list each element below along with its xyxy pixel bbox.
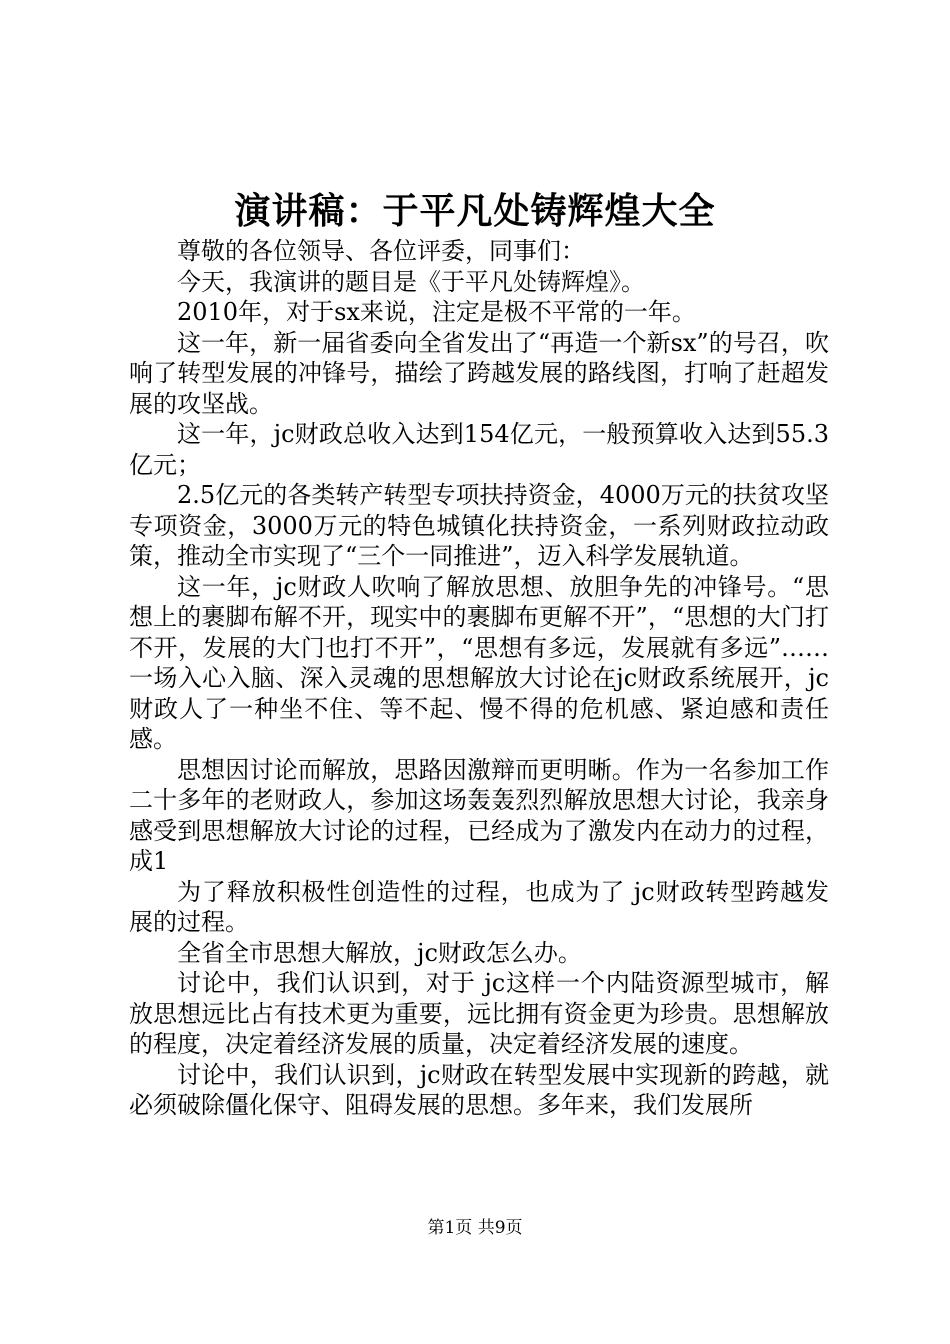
paragraph: 这一年，新一届省委向全省发出了“再造一个新sx”的号召，吹响了转型发展的冲锋号，描绘了跨越发展的路线图，打响了赶超发展的攻坚战。: [129, 328, 829, 418]
paragraph: 这一年，jc财政总收入达到154亿元，一般预算收入达到55.3亿元；: [129, 420, 829, 479]
paragraph: 这一年，jc财政人吹响了解放思想、放胆争先的冲锋号。“思想上的裹脚布解不开，现实中的裹脚布更解不开”，“思想的大门打不开，发展的大门也打不开”，“思想有多远，发展就有多远”……一场入心入脑、深入灵魂的思想解放大讨论在jc财政系统展开，jc财政人了一种坐不住、等不起、慢不得的危机感、紧迫感和责任感。: [129, 572, 829, 753]
paragraph: 全省全市思想大解放，jc财政怎么办。: [177, 938, 582, 967]
paragraph: 讨论中，我们认识到，对于 jc这样一个内陆资源型城市，解放思想远比占有技术更为重要，远比拥有资金更为珍贵。思想解放的程度，决定着经济发展的质量，决定着经济发展的速度。: [129, 969, 829, 1058]
paragraph: 为了释放积极性创造性的过程，也成为了 jc财政转型跨越发展的过程。: [129, 877, 829, 936]
document-body: [129, 236, 829, 1121]
paragraph: 讨论中，我们认识到，jc财政在转型发展中实现新的跨越，就必须破除僵化保守、阻碍发展的思想。多年来，我们发展所: [129, 1060, 829, 1119]
document-title: 演讲稿：于平凡处铸辉煌大全: [234, 190, 716, 232]
paragraph: 2010年，对于sx来说，注定是极不平常的一年。: [177, 298, 696, 326]
paragraph: 2.5亿元的各类转产转型专项扶持资金，4000万元的扶贫攻坚专项资金，3000万元的特色城镇化扶持资金，一系列财政拉动政策，推动全市实现了“三个一同推进”，迈入科学发展轨道。: [129, 481, 829, 570]
page-footer: 第1页 共9页: [427, 1218, 523, 1238]
paragraph: 尊敬的各位领导、各位评委，同事们：: [177, 237, 585, 265]
paragraph: 思想因讨论而解放，思路因激辩而更明晰。作为一名参加工作二十多年的老财政人，参加这场轰轰烈烈解放思想大讨论，我亲身感受到思想解放大讨论的过程，已经成为了激发内在动力的过程，成1: [129, 755, 829, 875]
paragraph: 今天，我演讲的题目是《于平凡处铸辉煌》。: [177, 267, 645, 296]
